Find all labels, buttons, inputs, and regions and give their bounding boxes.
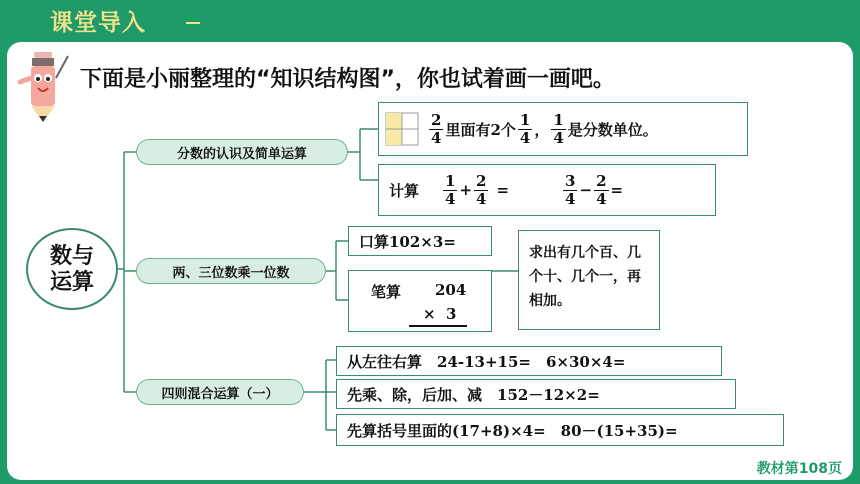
rule-multiply-first-box [336,379,736,409]
rule-left-to-right-box [336,346,722,376]
root-label-line1: 数与 [49,243,94,269]
written-calc-bottom: × 3 [423,305,457,323]
fraction-separator: ， [534,120,550,139]
root-node [26,228,118,310]
fraction-one-quarter-b: $\frac{1}{4}$ [553,110,564,147]
calc-frac-b: $\frac{2}{4}$ [476,171,487,208]
written-calc-rule [409,325,467,327]
strategy-note-box [518,230,660,330]
fraction-one-quarter-a: $\frac{1}{4}$ [519,110,531,147]
calc-plus: + [459,181,473,199]
fraction-text-1: 里面有2个 [445,120,516,139]
calc-label: 计算 [389,181,420,200]
calc-equals-1: = [496,181,510,199]
branch-fractions: 分数的认识及简单运算 [136,139,348,165]
fraction-unit-box [378,102,748,156]
calc-equals-2: = [610,181,624,199]
rule-left-to-right-text: 从左往右算 24-13+15= 6×30×4= [347,352,626,371]
fraction-calc-box [378,164,716,216]
fraction-text-2: 是分数单位。 [567,120,658,139]
written-calc-box [348,270,492,332]
written-calc-label: 笔算 [371,283,402,301]
section-title: 课堂导入 [50,10,146,36]
calc-frac-c: $\frac{3}{4}$ [565,171,576,208]
rule-parentheses-text: 先算括号里面的(17+8)×4= 80－(15+35)= [347,421,678,440]
oral-calc-box [348,226,492,256]
calc-frac-a: $\frac{1}{4}$ [445,171,456,208]
rule-multiply-first-text: 先乘、除，后加、减 152－12×2= [347,385,600,404]
root-label-line2: 运算 [49,269,94,295]
strategy-note-text: 求出有几个百、几个十、几个一，再相加。 [529,245,641,309]
written-calc-top: 204 [435,281,467,299]
rule-parentheses-box [336,414,784,446]
intro-sentence: 下面是小丽整理的“知识结构图”，你也试着画一画吧。 [80,67,615,92]
quarter-square-icon [385,112,419,146]
calc-minus: − [579,181,593,199]
branch-mixed-operations: 四则混合运算（一） [136,379,304,405]
textbook-page-ref: 教材第108页 [756,461,842,477]
branch-multiplication: 两、三位数乘一位数 [136,258,326,284]
oral-calc-text: 口算102×3= [359,232,456,251]
calc-frac-e: $\frac{2}{4}$ [596,171,607,208]
fraction-two-quarters: $\frac{2}{4}$ [431,110,442,147]
